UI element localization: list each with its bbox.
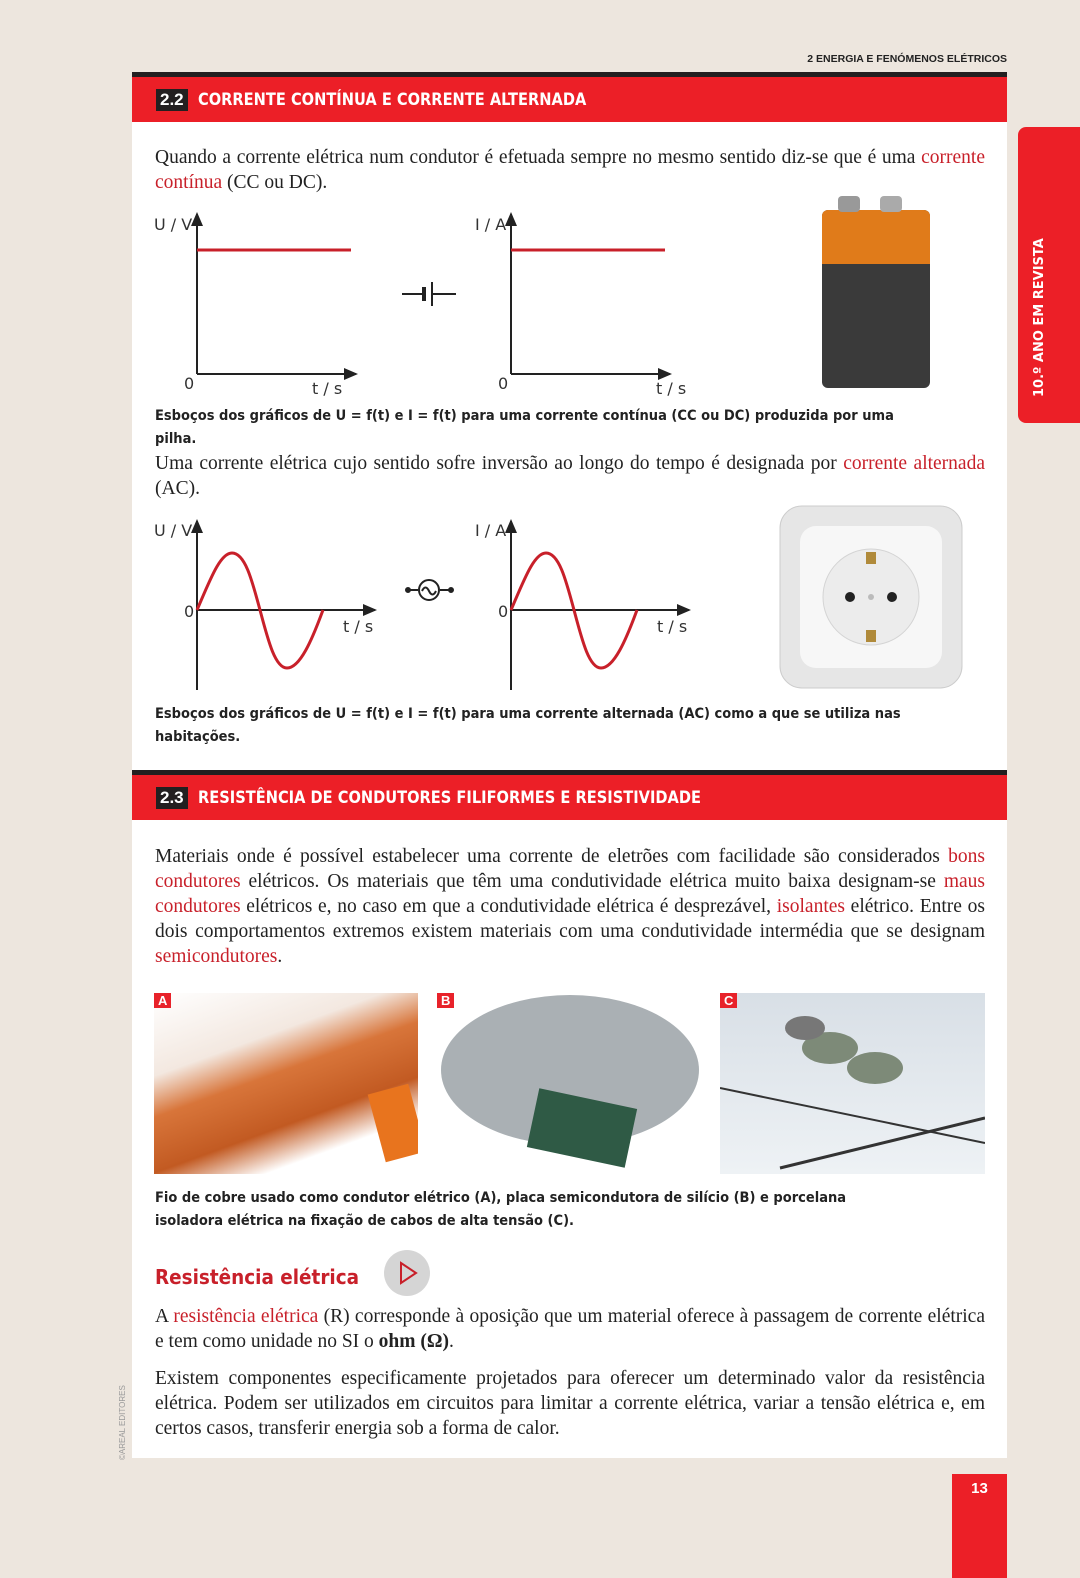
svg-text:0: 0 (498, 374, 509, 393)
photo-caption: Fio de cobre usado como condutor elétrico (A), placa semicondutora de silício (B) e porcelana isoladora elétrica na fixação de cabos de alta tensão (C). (155, 1190, 847, 1229)
svg-text:I / A: I / A (475, 521, 507, 540)
svg-text:t / s: t / s (312, 379, 343, 398)
resistance-paragraph: A resistência elétrica (R) corresponde à oposição que um material oferece à passagem de corrente elétrica e tem como unidade no SI o ohm (Ω). (155, 1306, 985, 1352)
credit: ©AREAL EDITORES (118, 1385, 127, 1460)
ac-voltage-graph (154, 521, 375, 690)
photo-tag: B (437, 993, 454, 1008)
side-tab-label: 10.º ANO EM REVISTA (1032, 238, 1047, 397)
battery-image (822, 196, 930, 388)
svg-text:t / s: t / s (656, 379, 687, 398)
svg-text:t / s: t / s (657, 617, 688, 636)
materials-paragraph: Materiais onde é possível estabelecer uma corrente de eletrões com facilidade são considerados bons condutores elétricos. Os materiais que têm uma condutividade elétrica muito baixa designam-se maus condutores elétricos e, no caso em que a condutividade elétrica é desprezável, isolantes elétrico. Entre os dois comportamentos extremos existem materiais com uma condutividade intermédia que se designam semicondutores. (155, 846, 985, 967)
svg-text:t / s: t / s (343, 617, 374, 636)
wall-socket-image (780, 506, 962, 688)
svg-text:0: 0 (184, 602, 195, 621)
subheading-resistance: Resistência elétrica (155, 1265, 360, 1289)
section-number: 2.3 (156, 787, 188, 809)
dc-voltage-graph (154, 214, 356, 398)
silicon-wafer-photo (437, 993, 701, 1174)
dc-battery-symbol (402, 282, 456, 306)
copper-wire-photo (154, 993, 418, 1174)
current-graphs (0, 0, 1080, 760)
section-header-2-3 (132, 770, 1007, 820)
photo-tag: C (720, 993, 737, 1008)
ac-current-graph (475, 521, 689, 690)
play-video-button[interactable] (384, 1250, 430, 1296)
svg-text:0: 0 (498, 602, 509, 621)
components-paragraph: Existem componentes especificamente projetados para oferecer um determinado valor da resistência elétrica. Podem ser utilizados em circuitos para limitar a corrente elétrica, variar a tensão elétrica e, em certos casos, transferir energia sob a forma de calor. (155, 1368, 985, 1439)
dc-paragraph: Quando a corrente elétrica num condutor é efetuada sempre no mesmo sentido diz-se que é uma corrente contínua (CC ou DC). (155, 147, 985, 193)
dc-caption: Esboços dos gráficos de U = f(t) e I = f(t) para uma corrente contínua (CC ou DC) produzida por uma pilha. (155, 408, 894, 447)
insulator-photo (720, 993, 985, 1174)
svg-text:U / V: U / V (154, 521, 193, 540)
section-title: CORRENTE CONTÍNUA E CORRENTE ALTERNADA (197, 89, 586, 110)
svg-text:I / A: I / A (475, 215, 507, 234)
play-icon (384, 1250, 430, 1296)
term: corrente contínua (155, 147, 985, 193)
ac-caption: Esboços dos gráficos de U = f(t) e I = f(t) para uma corrente alternada (AC) como a que se utiliza nas habitações. (155, 706, 901, 745)
svg-text:0: 0 (184, 374, 195, 393)
dc-current-graph (475, 214, 686, 398)
ac-paragraph: Uma corrente elétrica cujo sentido sofre inversão ao longo do tempo é designada por corrente alternada (AC). (155, 453, 985, 499)
term: corrente alternada (843, 453, 985, 474)
page-number: 13 (952, 1474, 1007, 1578)
svg-text:U / V: U / V (154, 215, 193, 234)
running-head: 2 ENERGIA E FENÓMENOS ELÉTRICOS (807, 53, 1007, 65)
ac-source-symbol (406, 580, 453, 600)
photo-tag: A (154, 993, 171, 1008)
section-number: 2.2 (156, 89, 188, 111)
section-title: RESISTÊNCIA DE CONDUTORES FILIFORMES E RESISTIVIDADE (197, 787, 701, 808)
